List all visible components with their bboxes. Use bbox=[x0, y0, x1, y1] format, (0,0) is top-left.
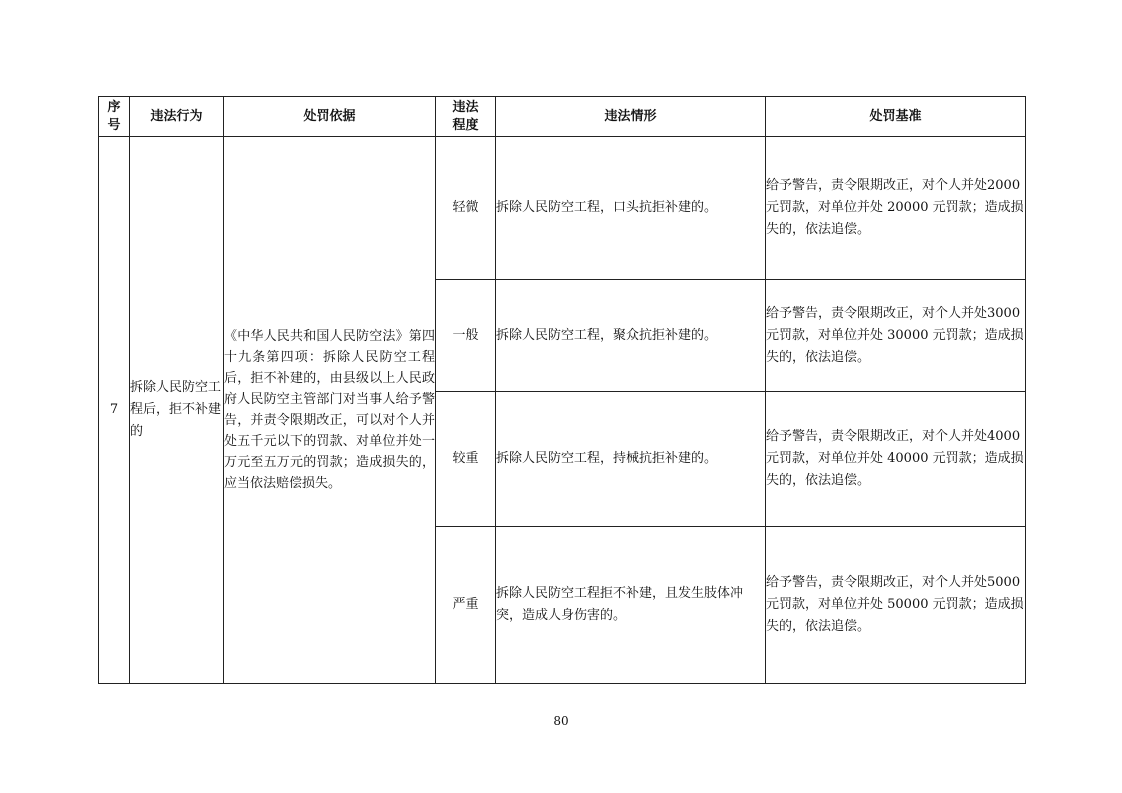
header-action: 违法行为 bbox=[130, 97, 224, 137]
header-basis: 处罚依据 bbox=[224, 97, 436, 137]
situation-general: 拆除人民防空工程，聚众抗拒补建的。 bbox=[496, 280, 766, 392]
row-action: 拆除人民防空工程后，拒不补建的 bbox=[130, 137, 224, 684]
penalty-table bbox=[98, 96, 1026, 684]
header-situation: 违法情形 bbox=[496, 97, 766, 137]
degree-general: 一般 bbox=[436, 280, 496, 392]
header-seq bbox=[99, 97, 130, 137]
header-degree-line1: 违法 bbox=[452, 99, 479, 115]
standard-serious: 给予警告，责令限期改正，对个人并处4000 元罚款，对单位并处 40000 元罚款；造成损失的，依法追偿。 bbox=[766, 392, 1026, 527]
header-seq-line1: 序 bbox=[107, 99, 121, 115]
degree-serious: 较重 bbox=[436, 392, 496, 527]
standard-general: 给予警告，责令限期改正，对个人并处3000 元罚款，对单位并处 30000 元罚款；造成损失的，依法追偿。 bbox=[766, 280, 1026, 392]
header-degree bbox=[436, 97, 496, 137]
situation-serious: 拆除人民防空工程，持械抗拒补建的。 bbox=[496, 392, 766, 527]
table-row bbox=[99, 137, 1026, 280]
situation-minor: 拆除人民防空工程，口头抗拒补建的。 bbox=[496, 137, 766, 280]
row-basis: 《中华人民共和国人民防空法》第四十九条第四项：拆除人民防空工程后，拒不补建的，由县级以上人民政府人民防空主管部门对当事人给予警告，并责令限期改正，可以对个人并处五千元以下的罚款、对单位并处一万元至五万元的罚款；造成损失的，应当依法赔偿损失。 bbox=[224, 137, 436, 684]
header-seq-line2: 号 bbox=[107, 117, 121, 133]
situation-severe: 拆除人民防空工程拒不补建，且发生肢体冲突，造成人身伤害的。 bbox=[496, 527, 766, 684]
degree-severe: 严重 bbox=[436, 527, 496, 684]
header-degree-line2: 程度 bbox=[452, 117, 479, 133]
standard-severe: 给予警告，责令限期改正，对个人并处5000 元罚款，对单位并处 50000 元罚款；造成损失的，依法追偿。 bbox=[766, 527, 1026, 684]
page-number: 80 bbox=[553, 714, 569, 728]
header-row bbox=[99, 97, 1026, 137]
degree-minor: 轻微 bbox=[436, 137, 496, 280]
row-seq: 7 bbox=[99, 137, 130, 684]
header-standard: 处罚基准 bbox=[766, 97, 1026, 137]
standard-minor: 给予警告，责令限期改正，对个人并处2000 元罚款，对单位并处 20000 元罚款；造成损失的，依法追偿。 bbox=[766, 137, 1026, 280]
